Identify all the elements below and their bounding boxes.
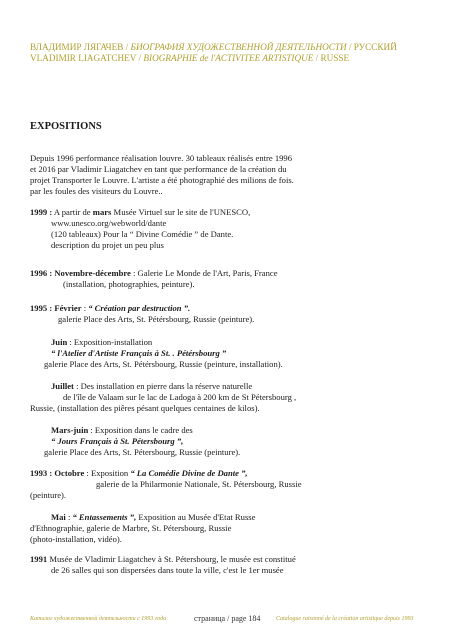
entry-1995: 1995 : Février : “ Création par destruction ”.	[30, 303, 191, 313]
entry-line: galerie Place des Arts, St. Pétérsbourg, Russie (peinture, installation).	[44, 359, 283, 369]
header-separator: /	[123, 42, 131, 52]
header-lang-ru: / РУССКИЙ	[346, 42, 397, 52]
entry-line: de l'île de Valaam sur le lac de Ladoga à 200 km de St Pétersbourg ,	[63, 392, 297, 402]
entry-line: galerie Place des Arts, St. Pétérsbourg, Russie (peinture).	[58, 314, 255, 324]
entry-mai: Mai : “ Entassements ”, Exposition au Musée d'Etat Russe	[51, 512, 256, 522]
entry-month: mars	[92, 207, 112, 217]
entry-year: 1993 :	[30, 468, 53, 478]
entry-month: Novembre-décembre	[52, 268, 131, 278]
header-french	[30, 53, 349, 63]
entry-year: 1995 :	[30, 303, 53, 313]
entry-year: 1999 :	[30, 207, 53, 217]
entry-1993: 1993 : Octobre : Exposition “ La Comédie Divine de Dante ”,	[30, 468, 248, 478]
entry-title: “ Entassements ”,	[72, 512, 137, 522]
intro-line: Depuis 1996 performance réalisation louvre. 30 tableaux réalisés entre 1996	[30, 153, 293, 163]
entry-title: “ Jours Français à St. Pétersbourg ”,	[51, 436, 184, 446]
footer-catalog-fr: Catalogue raisonné de la création artistique depuis 1993	[276, 616, 414, 622]
header-author-fr: VLADIMIR LIAGATCHEV	[30, 53, 137, 63]
entry-title: “ La Comédie Divine de Dante ”,	[130, 468, 248, 478]
intro-line: projet Transporter le Louvre. L'artiste a été photographié des milions de fois.	[30, 175, 294, 185]
intro-line: par les foules des visiteurs du Louvre..	[30, 186, 163, 196]
entry-line: (120 tableaux) Pour la “ Divine Comédie ” de Dante.	[51, 229, 234, 239]
entry-link[interactable]: www.unesco.org/webworld/dante	[51, 218, 167, 228]
intro-line: et 2016 par Vladimir Liagatchev en tant que performance de la création du	[30, 164, 287, 174]
entry-month: Juin	[51, 337, 68, 347]
entry-year: 1996 :	[30, 268, 53, 278]
entry-month: Juillet	[51, 381, 74, 391]
entry-juin: Juin : Exposition-installation	[51, 337, 153, 347]
header-title-ru: БИОГРАФИЯ ХУДОЖЕСТВЕННОЙ ДЕЯТЕЛЬНОСТИ	[130, 42, 347, 52]
entry-1991: 1991 Musée de Vladimir Liagatchev à St. Pétersbourg, le musée est constitué	[30, 554, 296, 564]
header-russian	[30, 42, 397, 52]
entry-juillet: Juillet : Des installation en pierre dans la réserve naturelle	[51, 381, 253, 391]
entry-year: 1991	[30, 554, 48, 564]
entry-line: Russie, (installation des piêres pésant quelques centaines de kilos).	[30, 403, 260, 413]
entry-month: Mars-juin	[51, 425, 89, 435]
header-author-ru: ВЛАДИМИР ЛЯГАЧЕВ	[30, 42, 124, 52]
entry-line: galerie de la Philarmonie Nationale, St. Pétersbourg, Russie	[96, 479, 302, 489]
entry-line: description du projet un peu plus	[51, 240, 164, 250]
entry-1999: 1999 : A partir de mars Musée Virtuel sur le site de l'UNESCO,	[30, 207, 251, 217]
entry-title: “ Création par destruction ”.	[88, 303, 191, 313]
entry-line: d'Ethnographie, galerie de Marbre, St. Pétersbourg, Russie	[30, 523, 232, 533]
header-title-fr: BIOGRAPHIE de l'ACTIVITEE ARTISTIQUE	[143, 53, 314, 63]
entry-line: de 26 salles qui son dispersées dans toute la ville, c'est le 1er musée	[51, 565, 284, 575]
entry-marsjuin: Mars-juin : Exposition dans le cadre des	[51, 425, 193, 435]
entry-title: “ l'Atelier d'Artiste Français à St. . Pétérsbourg ”	[51, 348, 227, 358]
section-title: EXPOSITIONS	[30, 121, 102, 132]
entry-line: (photo-installation, vidéo).	[30, 534, 122, 544]
entry-1996: 1996 : Novembre-décembre : Galerie Le Monde de l'Art, Paris, France	[30, 268, 278, 278]
entry-month: Mai	[51, 512, 66, 522]
header-lang-fr: / RUSSE	[313, 53, 350, 63]
entry-month: Février	[52, 303, 82, 313]
entry-line: (installation, photographies, peinture).	[63, 279, 195, 289]
page-number: страница / page 184	[194, 614, 261, 623]
entry-month: Octobre	[52, 468, 85, 478]
footer-catalog-ru: Каталог художественной деятельности с 1993 года	[30, 616, 167, 622]
entry-line: (peinture).	[30, 490, 67, 500]
entry-line: galerie Place des Arts, St. Pétersbourg, Russie (peinture).	[44, 447, 241, 457]
header-separator: /	[136, 53, 144, 63]
